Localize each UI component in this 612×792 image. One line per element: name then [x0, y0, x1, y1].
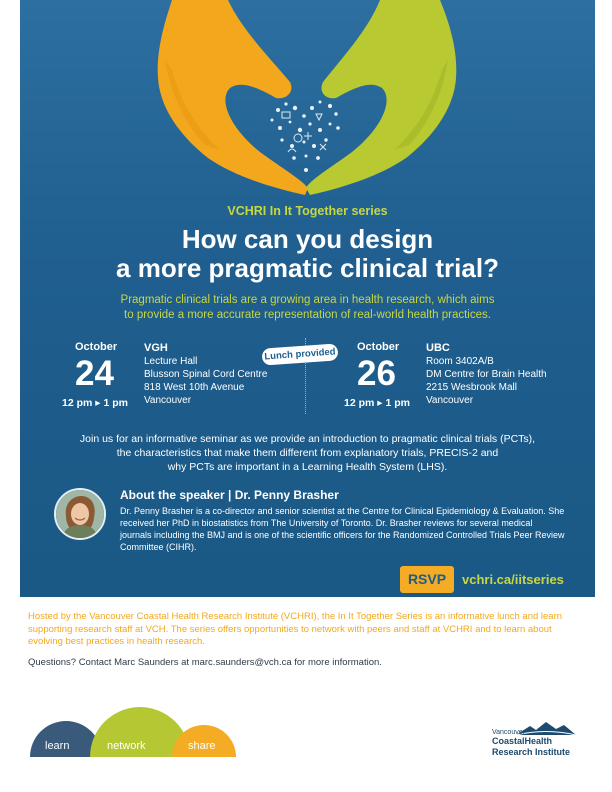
event-1-venue	[144, 341, 267, 407]
logo-line-1: Vancouver	[492, 729, 525, 736]
intro-line-1: Pragmatic clinical trials are a growing area in health research, which aims	[120, 294, 495, 306]
rsvp-link[interactable]: vchri.ca/iitseries	[462, 572, 564, 587]
learn-label: learn	[45, 740, 70, 752]
intro-line-2: to provide a more accurate representation of real-world health practices.	[124, 309, 491, 321]
rsvp-button[interactable]: RSVP	[400, 566, 454, 593]
event-1-address-line: 818 West 10th Avenue	[144, 382, 245, 393]
series-label: VCHRI In It Together series	[227, 204, 388, 218]
logo-line-3: Research Institute	[492, 747, 571, 757]
intro-text	[60, 293, 555, 323]
event-2-address-line: Vancouver	[426, 395, 474, 406]
event-2-venue	[426, 341, 547, 407]
mountain-logo-icon	[516, 720, 576, 736]
headline-line-1: How can you design	[181, 224, 434, 254]
speaker-photo-icon	[56, 490, 104, 538]
contact-text: Questions? Contact Marc Saunders at marc.saunders@vch.ca for more information.	[28, 657, 382, 668]
event-1-time: 12 pm ▸ 1 pm	[62, 397, 128, 409]
speaker-heading: About the speaker | Dr. Penny Brasher	[120, 488, 339, 502]
seminar-line-1: Join us for an informative seminar as we provide an introduction to pragmatic clinical trials (PCTs),	[79, 433, 536, 445]
event-2-month: October	[357, 341, 400, 353]
lunch-provided-badge: Lunch provided	[261, 343, 338, 365]
seminar-line-2: the characteristics that make them different from explanatory trials, PRECIS-2 and	[116, 447, 499, 459]
page-title	[20, 225, 595, 283]
logo-line-2: CoastalHealth	[492, 736, 553, 746]
heart-hands-icon	[20, 0, 595, 200]
event-1-month: October	[75, 341, 118, 353]
seminar-description	[50, 432, 565, 474]
event-1-address-line: Lecture Hall	[144, 356, 198, 367]
speaker-bio: Dr. Penny Brasher is a co-director and senior scientist at the Centre for Clinical Epidemiology & Evaluation. She received her PhD in biostatistics from The University of Toronto. Dr. Brasher reviews for several medical journals including the BMJ and is one of the scientific officers for the Randomized Controlled Trials Peer Review Committee (CIHR).	[120, 506, 565, 552]
event-1-venue-name: VGH	[144, 342, 168, 354]
event-1-address-line: Vancouver	[144, 395, 192, 406]
network-label: network	[107, 740, 146, 752]
share-label: share	[188, 740, 216, 752]
event-2-address-line: DM Centre for Brain Health	[426, 369, 547, 380]
hosted-by-text: Hosted by the Vancouver Coastal Health Research Institute (VCHRI), the In It Together Series is an informative lunch and learn supporting research staff at VCH. The series offers opportunities to network with peers and staff at VCHRI and to learn about evolving best practices in health research.	[28, 611, 563, 647]
event-1-day: 24	[75, 354, 114, 393]
hero-panel	[20, 0, 595, 597]
event-2-venue-name: UBC	[426, 342, 450, 354]
headline-line-2: a more pragmatic clinical trial?	[116, 253, 499, 283]
speaker-avatar	[54, 488, 106, 540]
seminar-line-3: why PCTs are important in a Learning Health System (LHS).	[167, 461, 448, 473]
event-1-address-line: Blusson Spinal Cord Centre	[144, 369, 268, 380]
event-2-time: 12 pm ▸ 1 pm	[344, 397, 410, 409]
event-2-address-line: Room 3402A/B	[426, 356, 494, 367]
event-2-address-line: 2215 Wesbrook Mall	[426, 382, 517, 393]
vchri-logo	[486, 720, 586, 760]
event-2-day: 26	[357, 354, 396, 393]
